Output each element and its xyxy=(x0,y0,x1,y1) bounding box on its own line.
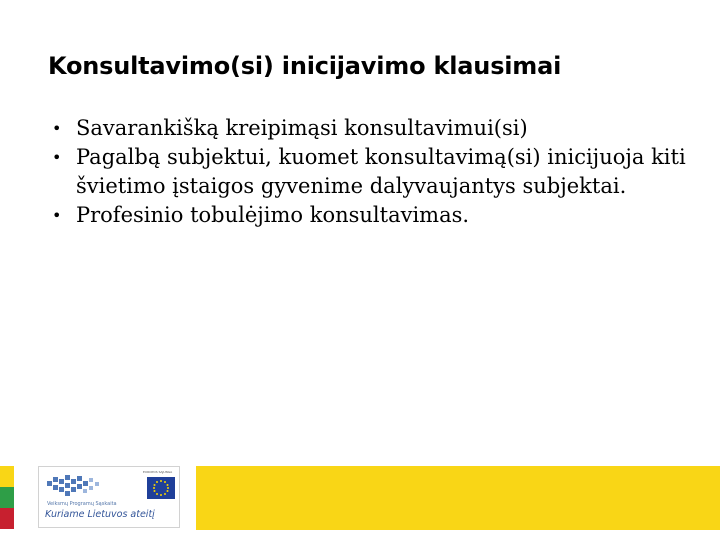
bullet-item xyxy=(52,201,702,230)
flag-stripes xyxy=(0,466,14,530)
flag-stripe-yellow xyxy=(0,466,14,487)
slide-title: Konsultavimo(si) inicijavimo klausimai xyxy=(48,52,562,80)
eu-caption: EUROPOS SĄJUNGA xyxy=(143,471,173,474)
flag-stripe-red xyxy=(0,508,14,529)
fund-text: Veiksmų Programų Sąskaita xyxy=(47,501,117,507)
bullet-item xyxy=(52,143,702,201)
lithuania-map-icon xyxy=(45,473,143,501)
bullet-marker: • xyxy=(52,206,62,225)
bullet-text: Pagalbą subjektui, kuomet konsultavimą(si) inicijuoja kiti švietimo įstaigos gyvenime dalyvaujantys subjektai. xyxy=(76,145,686,198)
bullet-text: Profesinio tobulėjimo konsultavimas. xyxy=(76,203,470,227)
program-logo xyxy=(38,466,180,528)
bullet-item xyxy=(52,114,702,143)
flag-stripe-green xyxy=(0,487,14,508)
eu-flag-icon xyxy=(147,477,175,499)
eu-stars-icon xyxy=(147,477,175,499)
footer-yellow-bar xyxy=(196,466,720,530)
bullet-text: Savarankišką kreipimąsi konsultavimui(si) xyxy=(76,116,528,140)
bullet-marker: • xyxy=(52,119,62,138)
bullet-list xyxy=(52,114,702,230)
bullet-marker: • xyxy=(52,148,62,167)
slogan-text: Kuriame Lietuvos ateitį xyxy=(45,509,155,520)
